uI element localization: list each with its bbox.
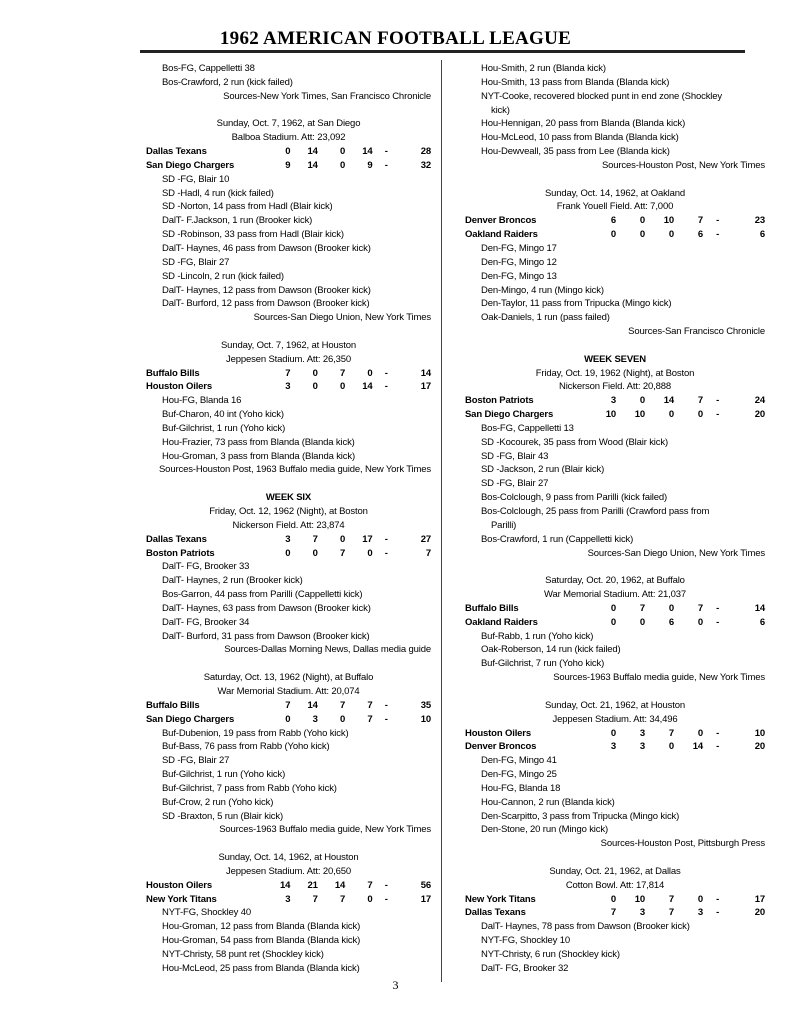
final-score: 20: [754, 409, 765, 421]
scoring-play: Bos-Garron, 44 pass from Parilli (Cappelletti kick): [162, 589, 363, 601]
left-column: [146, 62, 431, 976]
scoring-play: DalT- Burford, 31 pass from Dawson (Brooker kick): [162, 630, 370, 642]
final-score: 6: [759, 616, 765, 628]
score-row: [465, 727, 765, 741]
team-name: Buffalo Bills: [465, 602, 519, 614]
scoring-play-continued: Parilli): [491, 519, 517, 531]
scoring-play: Hou-FG, Blanda 16: [162, 395, 242, 407]
quarter-score: 14: [362, 146, 373, 158]
quarter-score: 0: [668, 602, 675, 614]
score-row: [146, 547, 431, 561]
score-dash: -: [384, 547, 388, 559]
scoring-play: Buf-Gilchrist, 1 run (Yoho kick): [162, 769, 286, 781]
team-name: Denver Broncos: [465, 741, 537, 753]
score-row: [465, 602, 765, 616]
team-name: San Diego Chargers: [146, 159, 235, 171]
right-column: [465, 62, 765, 976]
scoring-play: Hou-Smith, 13 pass from Blanda (Blanda kick): [481, 76, 670, 88]
quarter-score: 7: [610, 907, 616, 919]
scoring-play: Den-Mingo, 4 run (Mingo kick): [481, 284, 604, 296]
quarter-score: 3: [312, 713, 318, 725]
quarter-score: 0: [610, 893, 616, 905]
scoring-play: Den-Taylor, 11 pass from Tripucka (Mingo kick): [481, 298, 672, 310]
scoring-play: DalT- Haynes, 2 run (Brooker kick): [162, 575, 303, 587]
sources-line: Sources-1963 Buffalo media guide, New York Times: [219, 824, 431, 836]
score-dash: -: [716, 229, 720, 241]
final-score: 28: [420, 146, 432, 158]
quarter-score: 6: [697, 229, 704, 241]
score-dash: -: [384, 533, 388, 545]
column-divider: [441, 60, 442, 982]
scoring-play: SD -Braxton, 5 run (Blair kick): [162, 810, 283, 822]
scoring-play: Hou-Hennigan, 20 pass from Blanda (Blanda kick): [481, 118, 686, 130]
scoring-play: NYT-Christy, 6 run (Shockley kick): [481, 949, 620, 960]
quarter-score: 0: [367, 547, 373, 559]
scoring-play: Buf-Crow, 2 run (Yoho kick): [162, 796, 274, 808]
team-name: Dallas Texans: [146, 146, 207, 158]
scoring-play: Buf-Gilchrist, 7 pass from Rabb (Yoho kick): [162, 782, 337, 794]
score-dash: -: [384, 893, 388, 905]
quarter-score: 3: [610, 395, 616, 407]
scoring-play: Den-FG, Mingo 25: [481, 769, 557, 781]
quarter-score: 0: [312, 367, 318, 379]
scoring-play: Den-Scarpitto, 3 pass from Tripucka (Mingo kick): [481, 810, 680, 822]
quarter-score: 0: [285, 146, 291, 158]
quarter-score: 0: [697, 409, 704, 421]
quarter-score: 21: [307, 879, 318, 891]
quarter-score: 0: [340, 146, 346, 158]
scoring-play: DalT- Haynes, 63 pass from Dawson (Brooker kick): [162, 602, 371, 614]
quarter-score: 14: [307, 159, 318, 171]
venue-attendance: Jeppesen Stadium. Att: 26,350: [225, 353, 352, 365]
score-row: [465, 740, 765, 754]
team-name: Denver Broncos: [465, 215, 537, 227]
quarter-score: 3: [697, 907, 704, 919]
quarter-score: 9: [367, 159, 373, 171]
quarter-score: 0: [697, 616, 704, 628]
quarter-score: 0: [285, 547, 291, 559]
scoring-play: SD -FG, Blair 43: [481, 450, 549, 462]
game-date-header: Friday, Oct. 19, 1962 (Night), at Boston: [535, 367, 695, 379]
final-score: 10: [754, 727, 765, 739]
score-row: [146, 159, 431, 173]
sources-line: Sources-San Diego Union, New York Times: [587, 547, 765, 559]
scoring-play: Hou-Smith, 2 run (Blanda kick): [481, 63, 606, 74]
scoring-play: Den-Stone, 20 run (Mingo kick): [481, 824, 608, 836]
game-date-header: Friday, Oct. 12, 1962 (Night), at Boston: [209, 506, 368, 517]
game-date-header: Sunday, Oct. 14, 1962, at Houston: [218, 852, 359, 864]
team-name: Buffalo Bills: [146, 699, 200, 711]
scoring-play: Bos-Crawford, 1 run (Cappelletti kick): [481, 533, 634, 545]
scoring-play: Hou-McLeod, 25 pass from Blanda (Blanda kick): [162, 962, 360, 974]
quarter-score: 0: [340, 381, 346, 393]
quarter-score: 7: [340, 547, 346, 559]
spacer: [465, 173, 765, 187]
scoring-play: SD -FG, Blair 27: [481, 478, 549, 490]
scoring-play: Hou-Cannon, 2 run (Blanda kick): [481, 796, 615, 808]
final-score: 14: [420, 367, 432, 379]
scoring-play: Oak-Roberson, 14 run (kick failed): [481, 644, 621, 656]
quarter-score: 7: [285, 367, 291, 379]
quarter-score: 3: [285, 893, 291, 905]
quarter-score: 3: [639, 907, 645, 919]
quarter-score: 0: [367, 367, 373, 379]
scoring-play: SD -Jackson, 2 run (Blair kick): [481, 464, 605, 476]
venue-attendance: Frank Youell Field. Att: 7,000: [556, 201, 674, 213]
score-dash: -: [716, 409, 720, 421]
team-name: San Diego Chargers: [146, 713, 235, 725]
quarter-score: 0: [610, 616, 616, 628]
quarter-score: 0: [367, 893, 373, 905]
scoring-play: Hou-McLeod, 10 pass from Blanda (Blanda kick): [481, 132, 679, 144]
team-name: Boston Patriots: [146, 547, 215, 559]
quarter-score: 3: [639, 727, 645, 739]
quarter-score: 0: [340, 159, 346, 171]
game-date-header: Sunday, Oct. 7, 1962, at San Diego: [216, 118, 361, 130]
final-score: 20: [754, 741, 765, 753]
quarter-score: 14: [692, 741, 704, 753]
quarter-score: 0: [639, 229, 645, 241]
scoring-play: SD -Norton, 14 pass from Hadl (Blair kick): [162, 201, 333, 213]
final-score: 35: [420, 699, 432, 711]
spacer: [465, 851, 765, 865]
team-name: New York Titans: [465, 893, 536, 905]
quarter-score: 7: [312, 533, 318, 545]
venue-attendance: Nickerson Field. Att: 23,874: [232, 519, 345, 531]
scoring-play: SD -FG, Blair 10: [162, 173, 230, 185]
score-row: [465, 616, 765, 630]
score-dash: -: [716, 741, 720, 753]
quarter-score: 7: [367, 879, 373, 891]
quarter-score: 0: [610, 602, 616, 614]
week-heading: WEEK SEVEN: [584, 353, 646, 365]
page-title: 1962 AMERICAN FOOTBALL LEAGUE: [219, 28, 572, 49]
score-dash: -: [384, 159, 388, 171]
score-row: [146, 713, 431, 727]
scoring-play: Hou-Dewveall, 35 pass from Lee (Blanda kick): [481, 146, 670, 158]
scoring-play: Buf-Dubenion, 19 pass from Rabb (Yoho kick): [162, 727, 349, 739]
scoring-play: SD -FG, Blair 27: [162, 256, 230, 268]
spacer: [146, 104, 431, 118]
scoring-play: NYT-FG, Shockley 10: [481, 935, 571, 947]
score-row: [146, 145, 431, 159]
final-score: 24: [754, 395, 765, 407]
final-score: 27: [420, 533, 432, 545]
quarter-score: 3: [639, 741, 645, 753]
quarter-score: 3: [285, 533, 291, 545]
quarter-score: 14: [307, 146, 318, 158]
scoring-play: Hou-Groman, 3 pass from Blanda (Blanda kick): [162, 450, 355, 462]
score-dash: -: [716, 893, 720, 905]
team-name: Dallas Texans: [465, 907, 526, 919]
score-row: [465, 408, 765, 422]
team-name: Houston Oilers: [146, 381, 212, 393]
quarter-score: 0: [668, 741, 675, 753]
scoring-play: DalT- Haynes, 46 pass from Dawson (Brooker kick): [162, 242, 371, 254]
game-date-header: Sunday, Oct. 21, 1962, at Dallas: [549, 865, 681, 877]
scoring-play: DalT- Haynes, 12 pass from Dawson (Brooker kick): [162, 284, 371, 296]
team-name: Houston Oilers: [465, 727, 531, 739]
team-name: Houston Oilers: [146, 879, 212, 891]
quarter-score: 0: [610, 229, 616, 241]
final-score: 20: [754, 907, 765, 919]
quarter-score: 0: [668, 409, 675, 421]
spacer: [146, 325, 431, 339]
score-row: [465, 906, 765, 920]
final-score: 14: [754, 602, 765, 614]
score-dash: -: [716, 215, 720, 227]
game-date-header: Saturday, Oct. 20, 1962, at Buffalo: [545, 575, 685, 587]
score-row: [146, 699, 431, 713]
quarter-score: 7: [639, 602, 645, 614]
quarter-score: 7: [340, 699, 346, 711]
title-rule: [140, 50, 745, 53]
sources-line: Sources-1963 Buffalo media guide, New York Times: [553, 672, 765, 684]
scoring-play: Buf-Gilchrist, 7 run (Yoho kick): [481, 658, 605, 670]
scoring-play: Den-FG, Mingo 17: [481, 242, 557, 254]
sources-line: Sources-San Francisco Chronicle: [628, 326, 765, 338]
sources-line: Sources-Dallas Morning News, Dallas media guide: [224, 644, 431, 656]
final-score: 32: [420, 159, 432, 171]
quarter-score: 0: [697, 893, 704, 905]
score-row: [146, 879, 431, 893]
sources-line: Sources-New York Times, San Francisco Chronicle: [223, 90, 431, 102]
quarter-score: 7: [668, 727, 675, 739]
score-row: [146, 367, 431, 381]
scoring-play: Bos-Colclough, 25 pass from Parilli (Crawford pass from: [481, 506, 710, 517]
spacer: [465, 685, 765, 699]
team-name: Buffalo Bills: [146, 367, 200, 379]
score-row: [146, 893, 431, 907]
quarter-score: 7: [285, 699, 291, 711]
quarter-score: 7: [697, 602, 704, 614]
quarter-score: 0: [697, 727, 704, 739]
quarter-score: 0: [639, 616, 645, 628]
quarter-score: 9: [285, 159, 291, 171]
quarter-score: 14: [307, 699, 318, 711]
quarter-score: 7: [312, 893, 318, 905]
scoring-play: Hou-Frazier, 73 pass from Blanda (Blanda kick): [162, 436, 355, 448]
scoring-play: DalT- FG, Brooker 34: [162, 616, 250, 628]
scoring-play: Hou-FG, Blanda 18: [481, 782, 561, 794]
quarter-score: 0: [340, 713, 346, 725]
scoring-play: NYT-Christy, 58 punt ret (Shockley kick): [162, 949, 324, 960]
venue-attendance: War Memorial Stadium. Att: 20,074: [217, 685, 360, 697]
quarter-score: 7: [367, 699, 373, 711]
scoring-play: SD -Lincoln, 2 run (kick failed): [162, 270, 284, 282]
final-score: 7: [425, 547, 432, 559]
team-name: New York Titans: [146, 893, 217, 905]
scoring-play: SD -Kocourek, 35 pass from Wood (Blair kick): [481, 436, 668, 448]
team-name: San Diego Chargers: [465, 409, 554, 421]
scoring-play: SD -FG, Blair 27: [162, 755, 230, 767]
quarter-score: 14: [362, 381, 373, 393]
quarter-score: 3: [285, 381, 291, 393]
final-score: 17: [420, 893, 432, 905]
score-row: [465, 893, 765, 907]
venue-attendance: Nickerson Field. Att: 20,888: [559, 381, 671, 393]
venue-attendance: Jeppesen Stadium. Att: 34,496: [552, 713, 678, 725]
score-dash: -: [716, 395, 720, 407]
sources-line: Sources-Houston Post, 1963 Buffalo media guide, New York Times: [159, 464, 431, 476]
venue-attendance: Balboa Stadium. Att: 23,092: [231, 132, 346, 144]
quarter-score: 14: [280, 879, 291, 891]
scoring-play: Hou-Groman, 12 pass from Blanda (Blanda kick): [162, 921, 361, 933]
score-row: [146, 533, 431, 547]
scoring-play: DalT- FG, Brooker 33: [162, 561, 250, 573]
final-score: 56: [420, 879, 432, 891]
score-dash: -: [716, 727, 720, 739]
scoring-play: DalT- Burford, 12 pass from Dawson (Brooker kick): [162, 298, 370, 310]
quarter-score: 0: [639, 215, 645, 227]
quarter-score: 0: [312, 547, 318, 559]
quarter-score: 0: [610, 727, 616, 739]
scoring-play: Buf-Bass, 76 pass from Rabb (Yoho kick): [162, 741, 330, 753]
final-score: 10: [420, 713, 432, 725]
score-dash: -: [716, 616, 720, 628]
sources-line: Sources-Houston Post, Pittsburgh Press: [600, 838, 765, 850]
scoring-play: SD -Robinson, 33 pass from Hadl (Blair kick): [162, 229, 344, 241]
game-date-header: Sunday, Oct. 14, 1962, at Oakland: [544, 187, 686, 199]
team-name: Dallas Texans: [146, 533, 207, 545]
scoring-play: Den-FG, Mingo 41: [481, 755, 557, 767]
spacer: [146, 657, 431, 671]
scoring-play: Den-FG, Mingo 12: [481, 256, 557, 268]
quarter-score: 7: [697, 395, 704, 407]
quarter-score: 7: [340, 367, 346, 379]
quarter-score: 0: [340, 533, 346, 545]
quarter-score: 0: [312, 381, 318, 393]
final-score: 17: [754, 893, 765, 905]
quarter-score: 7: [668, 907, 675, 919]
quarter-score: 0: [285, 713, 291, 725]
scoring-play: Buf-Rabb, 1 run (Yoho kick): [481, 630, 594, 642]
sources-line: Sources-Houston Post, New York Times: [601, 159, 765, 171]
score-dash: -: [384, 879, 388, 891]
quarter-score: 7: [340, 893, 346, 905]
team-name: Oakland Raiders: [465, 229, 538, 241]
team-name: Oakland Raiders: [465, 616, 538, 628]
quarter-score: 0: [668, 229, 675, 241]
quarter-score: 3: [610, 741, 616, 753]
score-row: [146, 380, 431, 394]
score-dash: -: [384, 713, 388, 725]
scoring-play: NYT-FG, Shockley 40: [162, 907, 252, 919]
scoring-play: Bos-FG, Cappelletti 38: [162, 63, 255, 74]
scoring-play: Oak-Daniels, 1 run (pass failed): [481, 312, 610, 324]
scoring-play: NYT-Cooke, recovered blocked punt in end zone (Shockley: [481, 90, 723, 102]
scoring-play: Bos-FG, Cappelletti 13: [481, 422, 574, 434]
scoring-play-continued: kick): [491, 104, 510, 116]
score-dash: -: [384, 146, 388, 158]
scoring-play: Buf-Gilchrist, 1 run (Yoho kick): [162, 422, 286, 434]
score-row: [465, 394, 765, 408]
quarter-score: 7: [668, 893, 675, 905]
quarter-score: 6: [610, 215, 616, 227]
score-dash: -: [716, 602, 720, 614]
spacer: [465, 560, 765, 574]
venue-attendance: Cotton Bowl. Att: 17,814: [565, 879, 665, 891]
scoring-play: SD -Hadl, 4 run (kick failed): [162, 187, 274, 199]
quarter-score: 7: [367, 713, 373, 725]
quarter-score: 14: [663, 395, 675, 407]
score-dash: -: [384, 699, 388, 711]
game-date-header: Sunday, Oct. 7, 1962, at Houston: [221, 339, 356, 351]
scoring-play: Bos-Colclough, 9 pass from Parilli (kick failed): [481, 492, 668, 504]
scoring-play: DalT- Haynes, 78 pass from Dawson (Brooker kick): [481, 921, 690, 933]
score-dash: -: [384, 367, 388, 379]
quarter-score: 17: [362, 533, 373, 545]
scoring-play: Den-FG, Mingo 13: [481, 270, 557, 282]
quarter-score: 14: [334, 879, 346, 891]
scoring-play: Hou-Groman, 54 pass from Blanda (Blanda kick): [162, 935, 361, 947]
page-number: 3: [392, 978, 399, 992]
spacer: [465, 339, 765, 353]
venue-attendance: Jeppesen Stadium. Att: 20,650: [225, 865, 352, 877]
score-dash: -: [384, 381, 388, 393]
final-score: 23: [754, 215, 765, 227]
sources-line: Sources-San Diego Union, New York Times: [253, 312, 431, 324]
scoring-play: Buf-Charon, 40 int (Yoho kick): [162, 409, 284, 421]
score-row: [465, 214, 765, 228]
quarter-score: 10: [663, 215, 675, 227]
score-row: [465, 228, 765, 242]
scoring-play: DalT- FG, Brooker 32: [481, 962, 569, 974]
quarter-score: 6: [668, 616, 675, 628]
quarter-score: 7: [697, 215, 704, 227]
quarter-score: 10: [634, 409, 645, 421]
week-heading: WEEK SIX: [265, 492, 312, 504]
quarter-score: 10: [634, 893, 645, 905]
spacer: [146, 837, 431, 851]
final-score: 6: [759, 229, 765, 241]
venue-attendance: War Memorial Stadium. Att: 21,037: [543, 589, 686, 601]
game-date-header: Saturday, Oct. 13, 1962 (Night), at Buffalo: [203, 672, 374, 684]
scoring-play: DalT- F.Jackson, 1 run (Brooker kick): [162, 215, 313, 227]
spacer: [146, 477, 431, 491]
quarter-score: 10: [605, 409, 616, 421]
final-score: 17: [420, 381, 432, 393]
quarter-score: 0: [639, 395, 645, 407]
team-name: Boston Patriots: [465, 395, 534, 407]
score-dash: -: [716, 907, 720, 919]
scoring-play: Bos-Crawford, 2 run (kick failed): [162, 76, 293, 88]
game-date-header: Sunday, Oct. 21, 1962, at Houston: [544, 699, 686, 711]
